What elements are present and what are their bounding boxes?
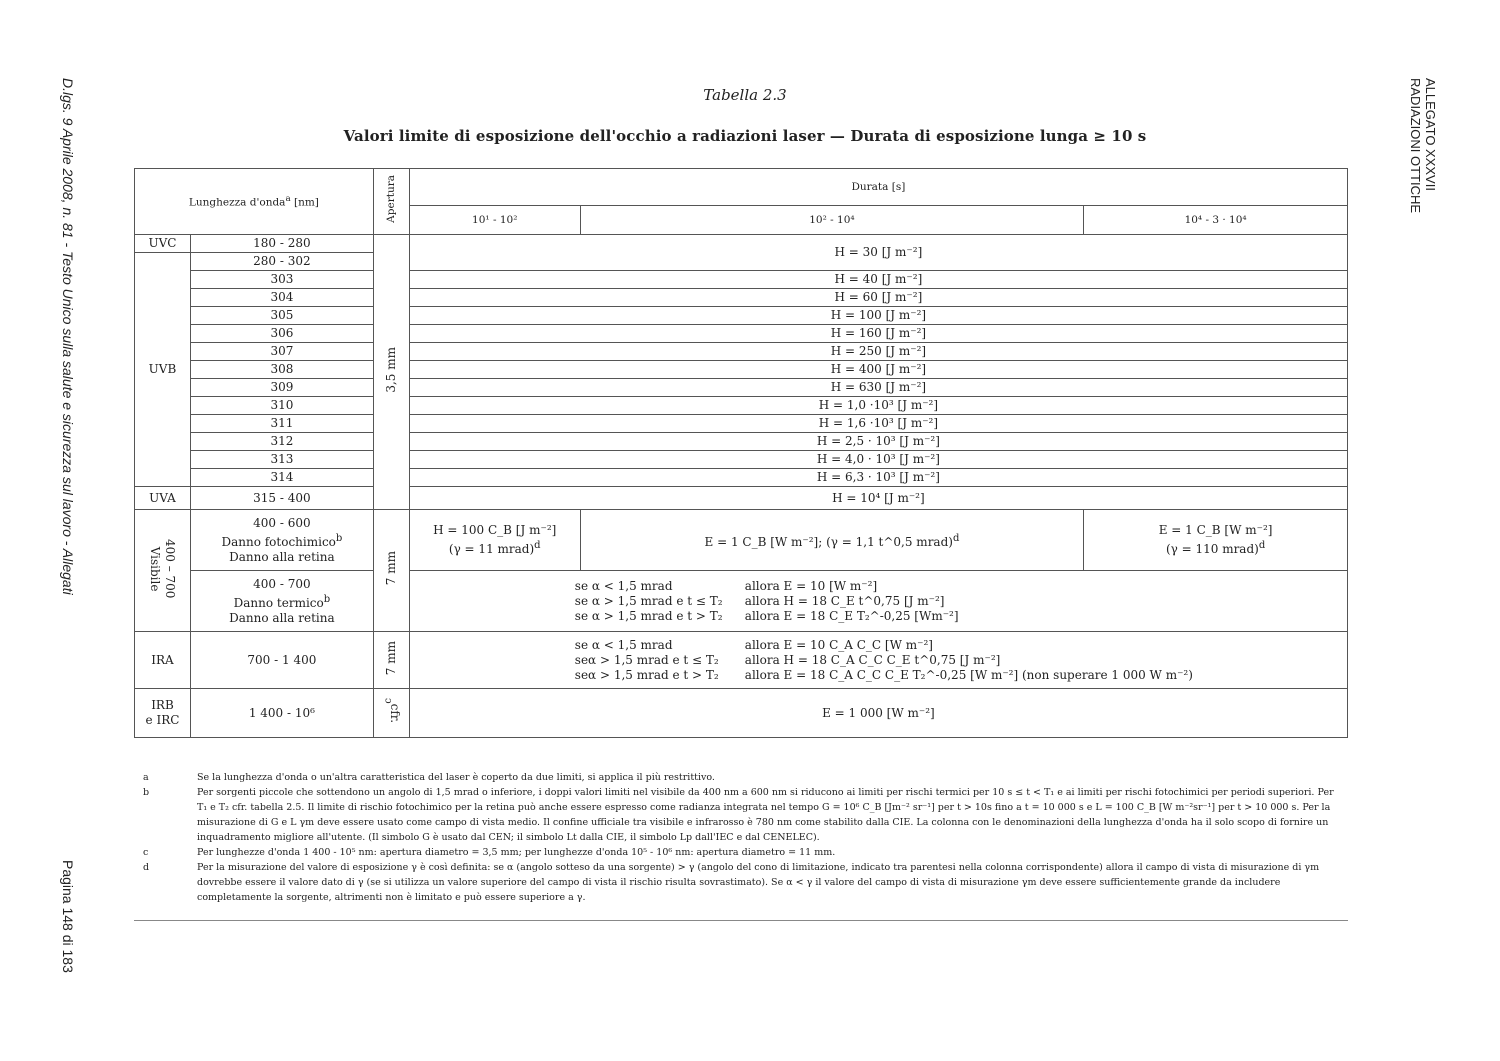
limit-cell: H = 2,5 · 10³ [J m⁻²]	[409, 433, 1347, 451]
band-uvb: UVB	[135, 253, 191, 487]
table-row	[135, 415, 1348, 433]
limit-cell: H = 1,6 ·10³ [J m⁻²]	[409, 415, 1347, 433]
limit-cell: H = 60 [J m⁻²]	[409, 289, 1347, 307]
table-row	[135, 271, 1348, 289]
wavelength-cell: 314	[190, 469, 373, 487]
band-uva: UVA	[135, 487, 191, 510]
exposure-limits-table	[134, 168, 1348, 738]
table-row	[135, 469, 1348, 487]
aperture-uv: 3,5 mm	[373, 235, 409, 510]
limit-cell: H = 250 [J m⁻²]	[409, 343, 1347, 361]
header-duration: Durata [s]	[409, 169, 1347, 206]
note-d: d Per la misurazione del valore di esposizione γ è così definita: se α (angolo sotteso da una sorgente) > γ (angolo del cono di limitazione, indicato tra parentesi nella colonna corrispondente) allora il campo di vista di misurazione di γm dovrebbe essere il valore dato di γ (se si utilizza un valore superiore del campo di vista il rischio risulta sovrastimato). Se α < γ il valore del campo di vista di misurazione γm deve essere sufficientemente grande da includere completamente la sorgente, altrimenti non è limitato e può essere superiore a γ.	[143, 862, 1320, 903]
wavelength-cell: 400 - 700 Danno termico$^b$ Danno alla retina	[190, 571, 373, 632]
band-visible: Visibile 400 – 700	[135, 510, 191, 632]
limit-cell: H = 400 [J m⁻²]	[409, 361, 1347, 379]
limit-cell: H = 4,0 · 10³ [J m⁻²]	[409, 451, 1347, 469]
annex-title: ALLEGATO XXXVII	[1423, 78, 1438, 191]
wavelength-cell: 313	[190, 451, 373, 469]
limit-cell: H = 30 [J m⁻²]	[409, 235, 1347, 271]
limit-cell: E = 1 C_B [W m⁻²]; (γ = 1,1 t^0,5 mrad)$^d$	[580, 510, 1084, 571]
table-row	[135, 689, 1348, 738]
limit-cell: H = 40 [J m⁻²]	[409, 271, 1347, 289]
limit-cell: H = 100 [J m⁻²]	[409, 307, 1347, 325]
left-margin	[60, 78, 80, 978]
wavelength-cell: 1 400 - 10⁶	[190, 689, 373, 738]
table-row	[135, 451, 1348, 469]
table-row	[135, 325, 1348, 343]
aperture-ira: 7 mm	[373, 632, 409, 689]
limit-cell: se α < 1,5 mrad allora E = 10 C_A C_C [W m⁻²] seα > 1,5 mrad e t ≤ T₂ allora H = 18 C_A C_C C_E t^0,75 [J m⁻²] seα > 1,5 mrad e t > T₂ allora E = 18 C_A C_C C_E T₂^-0,25 [W m⁻²] (non superare 1 000 W m⁻²)	[409, 632, 1347, 689]
wavelength-cell: 700 - 1 400	[190, 632, 373, 689]
table-row	[135, 379, 1348, 397]
band-uvc: UVC	[135, 235, 191, 253]
wavelength-cell: 310	[190, 397, 373, 415]
table-row	[135, 361, 1348, 379]
annex-subtitle: RADIAZIONI OTTICHE	[1408, 78, 1423, 214]
page-number: Pagina 148 di 183	[60, 860, 76, 973]
table-title: Valori limite di esposizione dell'occhio a radiazioni laser — Durata di esposizione lunga ≥ 10 s	[343, 127, 1147, 145]
bottom-rule	[134, 920, 1348, 921]
header-duration-col3: 10⁴ - 3 · 10⁴	[1084, 206, 1348, 235]
wavelength-cell: 400 - 600 Danno fotochimico$^b$ Danno alla retina	[190, 510, 373, 571]
table-row	[135, 235, 1348, 253]
header-aperture: Apertura	[373, 169, 409, 235]
wavelength-cell: 304	[190, 289, 373, 307]
table-row	[135, 343, 1348, 361]
document-reference: D.lgs. 9 Aprile 2008, n. 81 - Testo Unico sulla salute e sicurezza sul lavoro - Allegati	[60, 78, 76, 595]
table-row	[135, 307, 1348, 325]
band-ira: IRA	[135, 632, 191, 689]
wavelength-cell: 309	[190, 379, 373, 397]
wavelength-cell: 307	[190, 343, 373, 361]
wavelength-cell: 306	[190, 325, 373, 343]
wavelength-cell: 180 - 280	[190, 235, 373, 253]
table-row	[135, 510, 1348, 571]
limit-cell: se α < 1,5 mrad allora E = 10 [W m⁻²] se α > 1,5 mrad e t ≤ T₂ allora H = 18 C_E t^0,75 [J m⁻²] se α > 1,5 mrad e t > T₂ allora E = 18 C_E T₂^-0,25 [Wm⁻²]	[409, 571, 1347, 632]
limit-cell: H = 630 [J m⁻²]	[409, 379, 1347, 397]
note-b: b Per sorgenti piccole che sottendono un angolo di 1,5 mrad o inferiore, i doppi valori limiti nel visibile da 400 nm a 600 nm si riducono ai limiti per rischi termici per 10 s ≤ t < T₁ e ai limiti per rischi fotochimici per periodi superiori. Per T₁ e T₂ cfr. tabella 2.5. Il limite di rischio fotochimico per la retina può anche essere espresso come radianza integrata nel tempo G = 10⁶ C_B [Jm⁻² sr⁻¹] per t > 10s fino a t = 10 000 s e L = 100 C_B [W m⁻²sr⁻¹] per t > 10 000 s. Per la misurazione di G e L γm deve essere usato come campo di vista medio. Il confine ufficiale tra visibile e infrarosso è 780 nm come stabilito dalla CIE. La colonna con le denominazioni della lunghezza d'onda ha il solo scopo di fornire un inquadramento migliore all'utente. (Il simbolo G è usato dal CEN; il simbolo Lt dalla CIE, il simbolo Lp dall'IEC e dal CENELEC).	[143, 787, 1334, 843]
limit-cell: E = 1 000 [W m⁻²]	[409, 689, 1347, 738]
wavelength-cell: 305	[190, 307, 373, 325]
table-notes	[143, 770, 1343, 905]
table-row	[135, 632, 1348, 689]
limit-cell: H = 100 C_B [J m⁻²] (γ = 11 mrad)$^d$	[409, 510, 580, 571]
wavelength-cell: 280 - 302	[190, 253, 373, 271]
limit-cell: H = 10⁴ [J m⁻²]	[409, 487, 1347, 510]
table-row	[135, 289, 1348, 307]
table-caption: Tabella 2.3	[703, 86, 787, 104]
table-row	[135, 433, 1348, 451]
aperture-irb: cfr.$^c$	[373, 689, 409, 738]
limit-cell: H = 1,0 ·10³ [J m⁻²]	[409, 397, 1347, 415]
wavelength-cell: 312	[190, 433, 373, 451]
note-a: a Se la lunghezza d'onda o un'altra caratteristica del laser è coperto da due limiti, si applica il più restrittivo.	[143, 772, 715, 783]
wavelength-cell: 308	[190, 361, 373, 379]
wavelength-cell: 311	[190, 415, 373, 433]
wavelength-cell: 303	[190, 271, 373, 289]
table-row	[135, 571, 1348, 632]
band-irb-irc: IRB e IRC	[135, 689, 191, 738]
table-row	[135, 397, 1348, 415]
header-duration-col1: 10¹ - 10²	[409, 206, 580, 235]
limit-cell: E = 1 C_B [W m⁻²] (γ = 110 mrad)$^d$	[1084, 510, 1348, 571]
aperture-visible: 7 mm	[373, 510, 409, 632]
limit-cell: H = 6,3 · 10³ [J m⁻²]	[409, 469, 1347, 487]
note-c: c Per lunghezze d'onda 1 400 - 10⁵ nm: apertura diametro = 3,5 mm; per lunghezze d'onda 10⁵ - 10⁶ nm: apertura diametro = 11 mm.	[143, 847, 836, 858]
wavelength-cell: 315 - 400	[190, 487, 373, 510]
header-row-1	[135, 169, 1348, 206]
limit-cell: H = 160 [J m⁻²]	[409, 325, 1347, 343]
header-duration-col2: 10² - 10⁴	[580, 206, 1084, 235]
table-row	[135, 487, 1348, 510]
header-wavelength: Lunghezza d'onda$^a$ [nm]	[135, 169, 374, 235]
